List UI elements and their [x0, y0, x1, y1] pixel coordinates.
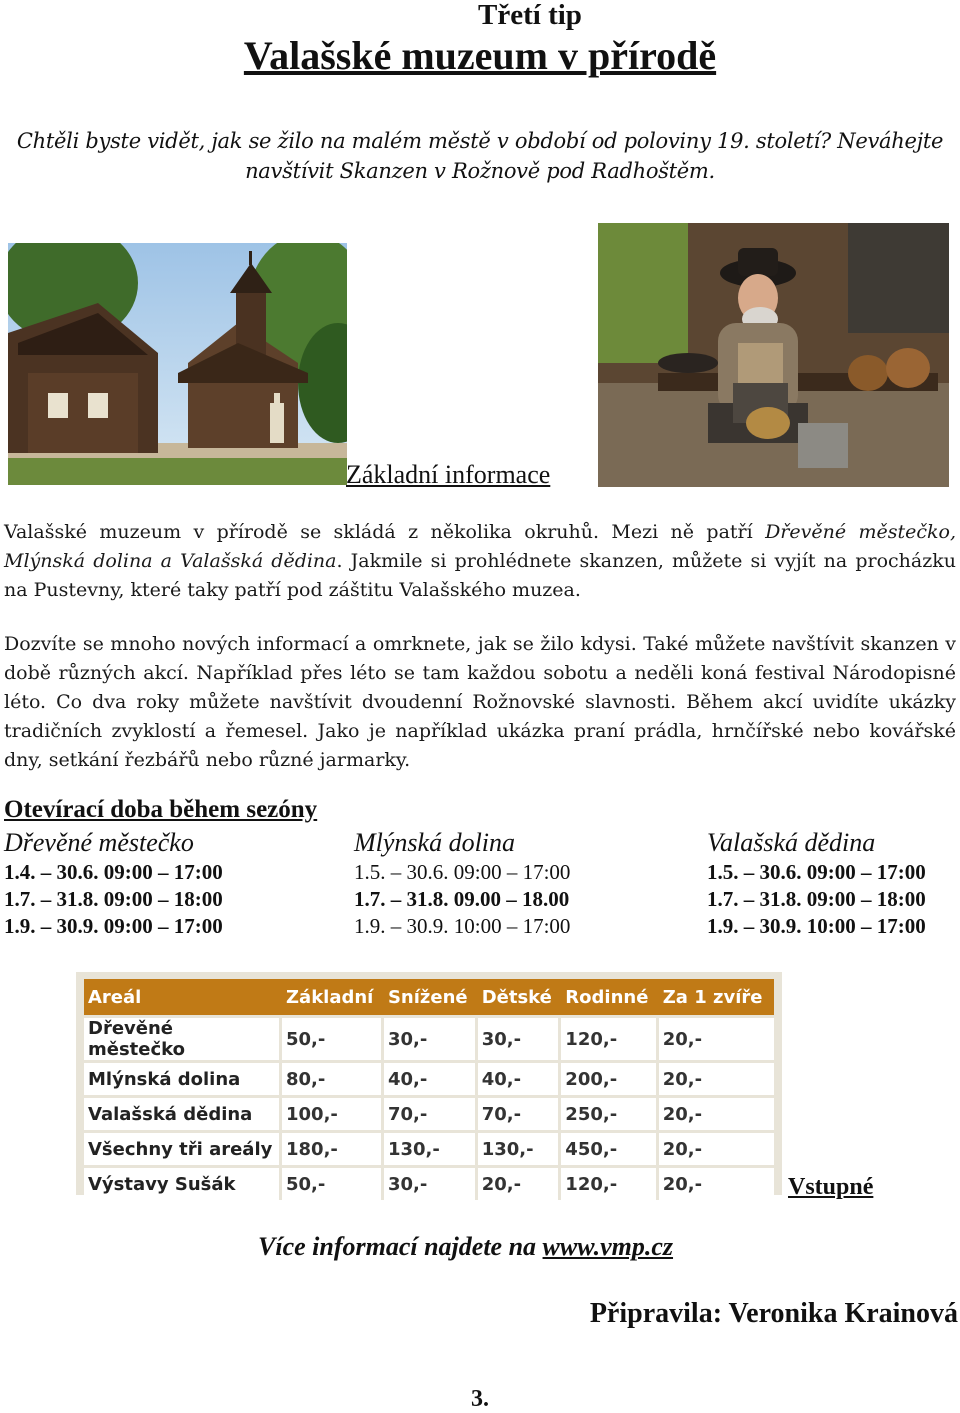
hours-row: 1.7. – 31.8. 09.00 – 18.00	[354, 887, 570, 911]
price-header-cell: Rodinné	[561, 979, 658, 1015]
hours-row: 1.7. – 31.8. 09:00 – 18:00	[707, 887, 926, 911]
price-cell: 250,-	[561, 1095, 658, 1130]
price-cell: 70,-	[384, 1095, 478, 1130]
hours-row: 1.7. – 31.8. 09:00 – 18:00	[4, 887, 223, 911]
price-area-name: Výstavy Sušák	[84, 1165, 282, 1200]
price-cell: 20,-	[659, 1060, 774, 1095]
price-cell: 50,-	[282, 1015, 384, 1060]
hours-col-1-title: Dřevěné městečko	[4, 828, 194, 857]
price-cell: 30,-	[384, 1165, 478, 1200]
table-row	[84, 1095, 774, 1130]
price-cell: 130,-	[384, 1130, 478, 1165]
price-header-cell: Základní	[282, 979, 384, 1015]
price-area-name: Valašská dědina	[84, 1095, 282, 1130]
price-area-name: Dřevěné městečko	[84, 1015, 282, 1060]
price-cell: 20,-	[659, 1095, 774, 1130]
hours-col-3-title: Valašská dědina	[707, 828, 876, 857]
website-link[interactable]: www.vmp.cz	[542, 1232, 674, 1261]
price-cell: 40,-	[384, 1060, 478, 1095]
price-cell: 120,-	[561, 1015, 658, 1060]
price-table-header	[84, 979, 774, 1015]
intro-line-2: navštívit Skanzen v Rožnově pod Radhoštěm.	[245, 159, 715, 183]
price-cell: 200,-	[561, 1060, 658, 1095]
table-row	[84, 1130, 774, 1165]
price-cell: 120,-	[561, 1165, 658, 1200]
intro-line-1: Chtěli byste vidět, jak se žilo na malém městě v období od poloviny 19. století? Neváhejte	[16, 129, 944, 153]
table-row	[84, 1165, 774, 1200]
price-cell: 30,-	[384, 1015, 478, 1060]
more-info	[258, 1232, 673, 1262]
hours-row: 1.5. – 30.6. 09:00 – 17:00	[707, 860, 926, 884]
price-cell: 80,-	[282, 1060, 384, 1095]
price-cell: 20,-	[659, 1165, 774, 1200]
more-info-text: Více informací najdete na	[258, 1232, 543, 1261]
price-cell: 20,-	[659, 1130, 774, 1165]
paragraph-1-part-c: . Jakmile si prohlédnete skanzen, můžete si vyjít na procházku na Pustevny, které taky patří pod záštitu Valašského muzea.	[4, 550, 957, 601]
paragraph-1-part-a: Valašské muzeum v přírodě se skládá z několika okruhů. Mezi ně patří	[4, 521, 766, 543]
price-cell: 30,-	[478, 1015, 562, 1060]
section-heading-hours: Otevírací doba během sezóny	[4, 796, 318, 823]
hours-row: 1.9. – 30.9. 09:00 – 17:00	[4, 914, 223, 938]
price-cell: 180,-	[282, 1130, 384, 1165]
craftsman-photo	[598, 223, 949, 487]
price-area-name: Mlýnská dolina	[84, 1060, 282, 1095]
paragraph-1	[4, 518, 956, 605]
price-table	[84, 979, 774, 1200]
page-title: Valašské muzeum v přírodě	[243, 33, 717, 78]
price-header-cell: Areál	[84, 979, 282, 1015]
price-cell: 450,-	[561, 1130, 658, 1165]
entry-fee-label: Vstupné	[788, 1174, 874, 1200]
table-row	[84, 1060, 774, 1095]
price-header-cell: Snížené	[384, 979, 478, 1015]
price-cell: 40,-	[478, 1060, 562, 1095]
hours-row: 1.4. – 30.6. 09:00 – 17:00	[4, 860, 223, 884]
page-number: 3.	[471, 1386, 489, 1412]
hours-row: 1.5. – 30.6. 09:00 – 17:00	[354, 860, 571, 884]
price-cell: 50,-	[282, 1165, 384, 1200]
price-cell: 130,-	[478, 1130, 562, 1165]
hours-row: 1.9. – 30.9. 10:00 – 17:00	[707, 914, 926, 938]
price-table-frame	[76, 972, 782, 1195]
paragraph-1-part-b: Dřevěné městečko, Mlýnská dolina a Valašská dědina	[4, 521, 956, 572]
price-header-cell: Dětské	[478, 979, 562, 1015]
price-cell: 20,-	[478, 1165, 562, 1200]
hours-row: 1.9. – 30.9. 10:00 – 17:00	[354, 914, 571, 938]
tip-label: Třetí tip	[478, 0, 582, 31]
price-area-name: Všechny tři areály	[84, 1130, 282, 1165]
section-heading-basic: Základní informace	[346, 460, 551, 489]
hours-col-2-title: Mlýnská dolina	[354, 828, 516, 857]
price-cell: 70,-	[478, 1095, 562, 1130]
paragraph-2: Dozvíte se mnoho nových informací a omrknete, jak se žilo kdysi. Také můžete navštívit skanzen v době různých akcí. Například přes léto se tam každou sobotu a neděli koná festival Národopisné léto. Co dva roky můžete navštívit dvoudenní Rožnovské slavnosti. Během akcí uvidíte ukázky tradičních zvyklostí a řemesel. Jako je například ukázka praní prádla, hrnčířské nebo kovářské dny, setkání řezbářů nebo různé jarmarky.	[4, 633, 956, 771]
price-cell: 20,-	[659, 1015, 774, 1060]
price-cell: 100,-	[282, 1095, 384, 1130]
author: Připravila: Veronika Krainová	[589, 1298, 958, 1329]
price-header-cell: Za 1 zvíře	[659, 979, 774, 1015]
table-row	[84, 1015, 774, 1060]
church-photo	[8, 243, 347, 485]
